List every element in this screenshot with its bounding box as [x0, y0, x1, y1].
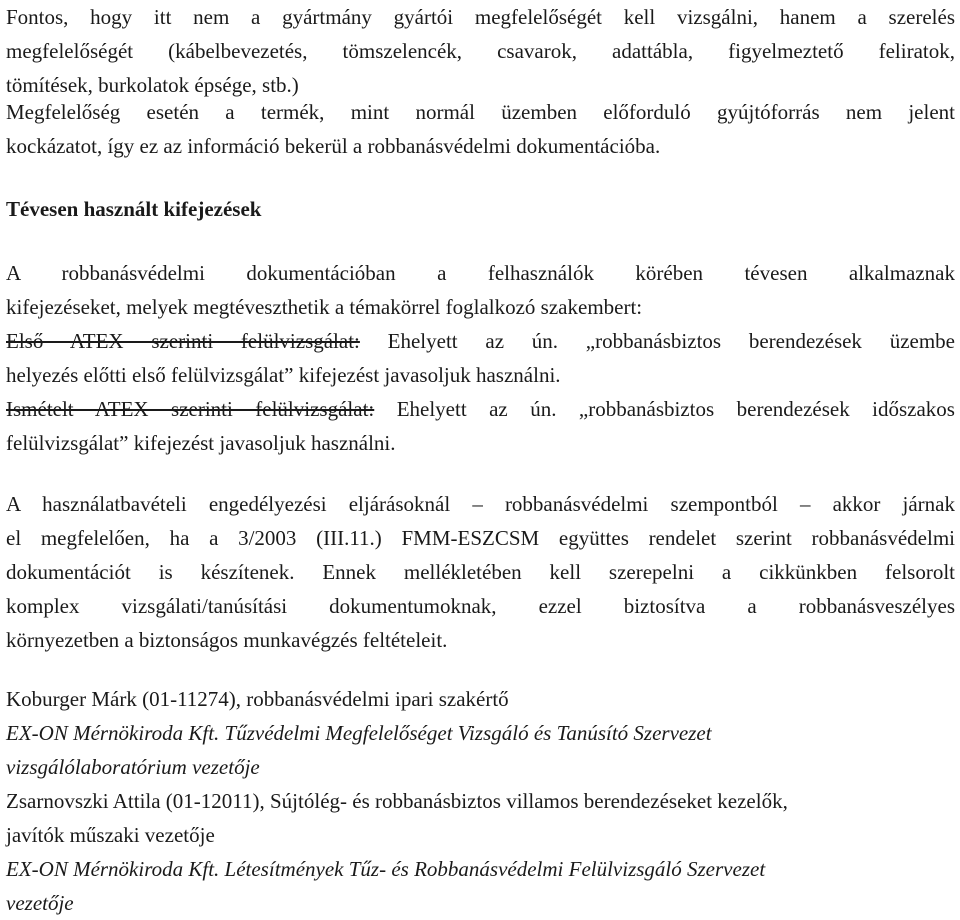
text-line: Fontos, hogy itt nem a gyártmány gyártói megfelelőségét kell vizsgálni, hanem a szerelés — [6, 5, 955, 29]
text-line: tömítések, burkolatok épsége, stb.) — [6, 73, 299, 97]
term-item-first — [6, 324, 955, 358]
author-organization: EX-ON Mérnökiroda Kft. Tűzvédelmi Megfelelőséget Vizsgáló és Tanúsító Szervezet — [6, 721, 712, 745]
author-name: Zsarnovszki Attila (01-12011), Sújtólég- és robbanásbiztos villamos berendezéseket kezelők, — [6, 789, 788, 813]
text-line: A használatbavételi engedélyezési eljárásoknál – robbanásvédelmi szempontból – akkor járnak — [6, 492, 955, 516]
term-item-repeated — [6, 392, 955, 426]
text-line: el megfelelően, ha a 3/2003 (III.11.) FMM-ESZCSM együttes rendelet szerint robbanásvédelmi — [6, 526, 955, 550]
struck-term: Ismételt ATEX szerinti felülvizsgálat: — [6, 397, 375, 421]
text-line: felülvizsgálat” kifejezést javasoljuk használni. — [6, 431, 396, 455]
text-line: Megfelelőség esetén a termék, mint normál üzemben előforduló gyújtóforrás nem jelent — [6, 100, 955, 124]
author-name: Koburger Márk (01-11274), robbanásvédelmi ipari szakértő — [6, 687, 509, 711]
paragraph-permitting — [6, 487, 955, 657]
authors-block — [6, 682, 955, 920]
text-line: kifejezéseket, melyek megtéveszthetik a témakörrel foglalkozó szakembert: — [6, 295, 643, 319]
paragraph-terms — [6, 256, 955, 460]
text-line: dokumentációt is készítenek. Ennek mellékletében kell szerepelni a cikkünkben felsorolt — [6, 560, 955, 584]
term-recommendation: Ehelyett az ún. „robbanásbiztos berendezések időszakos — [374, 397, 955, 421]
author-role: vizsgálólaboratórium vezetője — [6, 755, 260, 779]
text-line: kockázatot, így ez az információ bekerül a robbanásvédelmi dokumentációba. — [6, 134, 661, 158]
author-role: vezetője — [6, 891, 74, 915]
text-line: megfelelőségét (kábelbevezetés, tömszelencék, csavarok, adattábla, figyelmeztető feliratok, — [6, 39, 955, 63]
author-role: javítók műszaki vezetője — [6, 823, 215, 847]
text-line: helyezés előtti első felülvizsgálat” kifejezést javasoljuk használni. — [6, 363, 561, 387]
author-organization: EX-ON Mérnökiroda Kft. Létesítmények Tűz- és Robbanásvédelmi Felülvizsgáló Szervezet — [6, 857, 766, 881]
text-line: környezetben a biztonságos munkavégzés feltételeit. — [6, 628, 448, 652]
text-line: komplex vizsgálati/tanúsítási dokumentumoknak, ezzel biztosítva a robbanásveszélyes — [6, 594, 955, 618]
heading-text: Tévesen használt kifejezések — [6, 197, 262, 221]
struck-term: Első ATEX szerinti felülvizsgálat: — [6, 329, 360, 353]
term-recommendation: Ehelyett az ún. „robbanásbiztos berendezések üzembe — [359, 329, 955, 353]
section-heading — [6, 192, 955, 226]
text-line: A robbanásvédelmi dokumentációban a felhasználók körében tévesen alkalmaznak — [6, 261, 955, 285]
paragraph-intro — [6, 0, 955, 102]
paragraph-conformity — [6, 95, 955, 163]
